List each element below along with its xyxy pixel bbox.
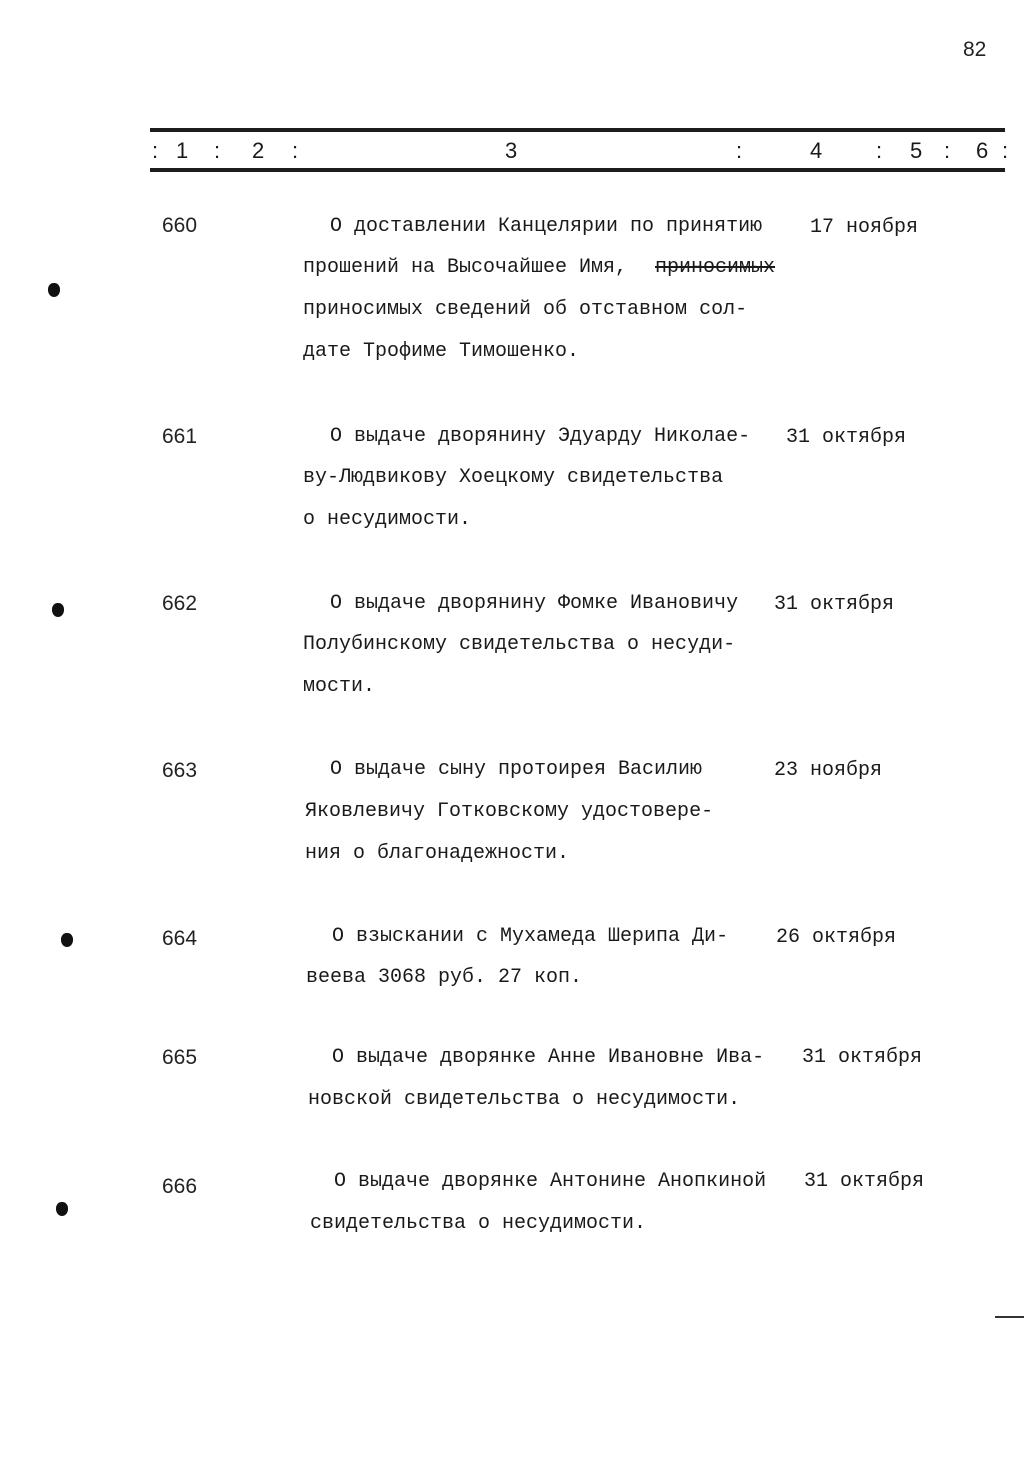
column-separator: : [214, 138, 221, 163]
entry-text-line: ву-Людвикову Хоецкому свидетельства [303, 466, 724, 489]
entry-text-line: новской свидетельства о несудимости. [308, 1088, 741, 1111]
entry-date: 17 ноября [810, 216, 919, 239]
entry-number: 666 [162, 1175, 198, 1198]
punch-hole-icon [61, 933, 73, 947]
entry-text-line: мости. [303, 675, 376, 698]
margin-mark [995, 1316, 1024, 1318]
entry-text-line: О выдаче дворянке Антонине Анопкиной [334, 1170, 767, 1193]
entry-text-line: О выдаче сыну протоирея Василию [330, 758, 703, 781]
entry-text-line: прошений на Высочайшее Имя, [303, 256, 628, 279]
entry-date: 31 октября [786, 426, 907, 449]
entry-number: 665 [162, 1046, 198, 1069]
entry-text-line: О взыскании с Мухамеда Шерипа Ди- [332, 925, 729, 948]
entry-text-line: О выдаче дворянину Эдуарду Николае- [330, 425, 751, 448]
entry-number: 660 [162, 214, 198, 237]
column-separator: : [876, 138, 883, 163]
entry-text-line: ния о благонадежности. [305, 842, 570, 865]
table-header-top-rule [150, 128, 1005, 132]
entry-struck-text: приносимых [655, 256, 776, 279]
column-separator: : [1002, 138, 1009, 163]
punch-hole-icon [56, 1202, 68, 1216]
punch-hole-icon [48, 283, 60, 297]
column-header-3: 3 [505, 138, 518, 163]
entry-date: 31 октября [804, 1170, 925, 1193]
entry-text-line: дате Трофиме Тимошенко. [303, 340, 580, 363]
column-separator: : [944, 138, 951, 163]
entry-text-line: Яковлевичу Готковскому удостовере- [305, 800, 714, 823]
entry-date: 31 октября [774, 593, 895, 616]
entry-text-line: о несудимости. [303, 508, 472, 531]
punch-hole-icon [52, 603, 64, 617]
entry-date: 31 октября [802, 1046, 923, 1069]
entry-text-line: приносимых сведений об отставном сол- [303, 298, 748, 321]
column-header-1: 1 [176, 138, 189, 163]
column-separator: : [152, 138, 159, 163]
page-number: 82 [963, 38, 987, 61]
entry-number: 661 [162, 425, 198, 448]
entry-text-line: О выдаче дворянину Фомке Ивановичу [330, 592, 739, 615]
entry-date: 23 ноября [774, 759, 883, 782]
table-header-row [150, 138, 1020, 168]
entry-number: 664 [162, 927, 198, 950]
column-header-5: 5 [910, 138, 923, 163]
entry-date: 26 октября [776, 926, 897, 949]
column-header-4: 4 [810, 138, 823, 163]
entry-number: 663 [162, 759, 198, 782]
column-header-6: 6 [976, 138, 989, 163]
column-separator: : [736, 138, 743, 163]
entry-text-line: веева 3068 руб. 27 коп. [306, 966, 583, 989]
table-header-bottom-rule [150, 168, 1005, 172]
entry-text-line: О выдаче дворянке Анне Ивановне Ива- [332, 1046, 765, 1069]
column-separator: : [292, 138, 299, 163]
entry-text-line: О доставлении Канцелярии по принятию [330, 215, 763, 238]
entry-text-line: Полубинскому свидетельства о несуди- [303, 633, 736, 656]
entry-number: 662 [162, 592, 198, 615]
entry-text-line: свидетельства о несудимости. [310, 1212, 647, 1235]
column-header-2: 2 [252, 138, 265, 163]
